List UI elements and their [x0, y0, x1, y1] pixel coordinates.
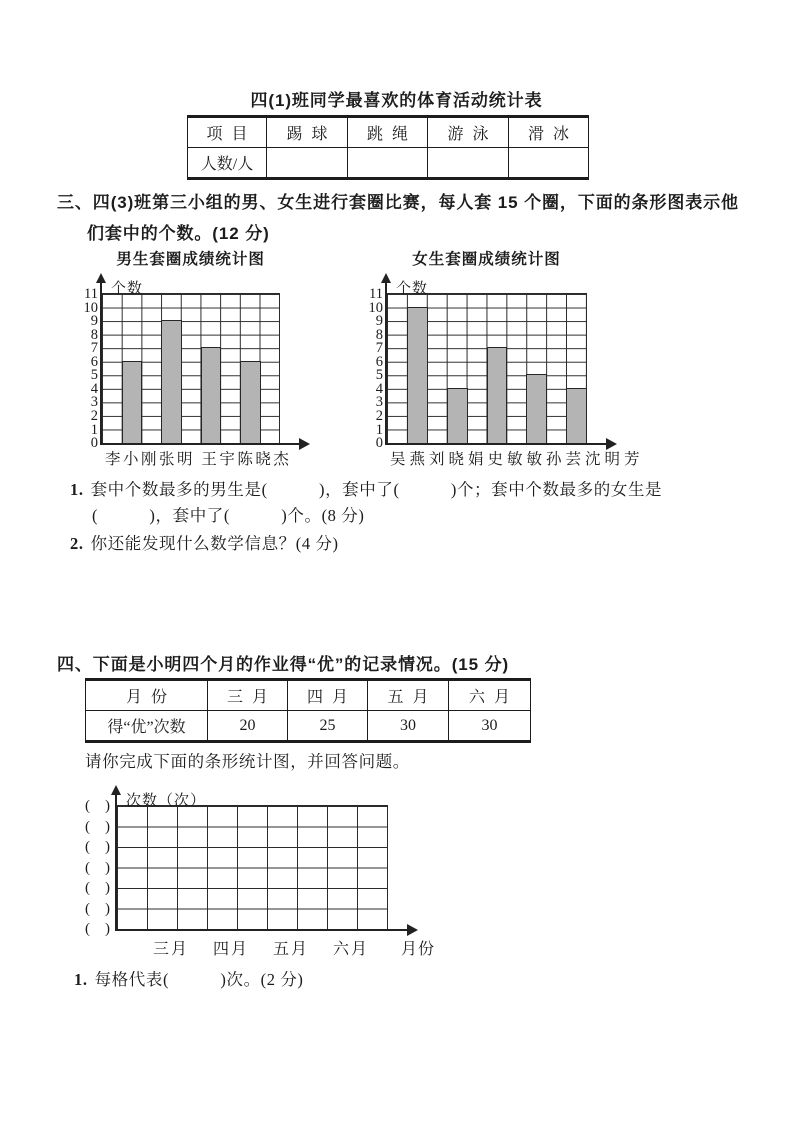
y-tick-label: 8	[90, 326, 98, 343]
y-tick-label: 4	[90, 380, 98, 397]
y-tick-label: 9	[90, 313, 98, 330]
plot-grid[interactable]	[85, 793, 436, 958]
y-tick-label: 1	[375, 421, 383, 438]
bar-沈明芳	[566, 388, 587, 443]
table2-value-may: 30	[368, 711, 449, 742]
y-tick-label: ( )	[85, 859, 110, 876]
table1-blank-cell[interactable]	[428, 148, 509, 179]
bar-吴燕	[407, 307, 428, 444]
x-tick-label: 五月	[272, 941, 310, 958]
table1-header-skate: 滑冰	[509, 117, 589, 148]
table1-blank-cell[interactable]	[267, 148, 348, 179]
y-tick-label: 6	[90, 353, 98, 370]
y-axis-arrow-icon	[96, 268, 106, 283]
bar-王宇	[201, 347, 222, 443]
y-tick-label: 6	[375, 353, 383, 370]
y-tick-label: 7	[90, 340, 98, 357]
question2-line	[70, 530, 339, 554]
table1-header-item: 项目	[188, 117, 267, 148]
y-tick-label: ( )	[85, 839, 110, 855]
y-tick-label: 11	[84, 286, 98, 302]
x-axis-names: 吴燕刘晓娟史敏敏孙芸沈明芳	[390, 451, 644, 469]
x-axis-arrow-icon	[407, 924, 424, 936]
question2-number: 2.	[70, 534, 84, 553]
x-tick-label: 三月	[152, 941, 190, 958]
table2-row-label: 得“优”次数	[86, 711, 208, 742]
y-tick-label: 2	[375, 407, 383, 424]
y-tick-label: 10	[368, 299, 383, 316]
x-axis-label: 月份	[401, 941, 436, 958]
section4-heading: 四、下面是小明四个月的作业得“优”的记录情况。(15 分)	[57, 655, 510, 674]
sports-survey-table	[187, 115, 589, 180]
y-tick-label: 11	[369, 286, 383, 302]
x-tick-label: 六月	[332, 941, 370, 958]
plot-grid	[83, 281, 292, 469]
bar-李小刚	[122, 361, 143, 443]
table1-blank-cell[interactable]	[509, 148, 589, 179]
question1-text: 套中个数最多的男生是( )，套中了( )个；套中个数最多的女生是	[90, 480, 663, 499]
table2-header-april: 四月	[288, 680, 368, 711]
table2-header-june: 六月	[449, 680, 531, 711]
table-row	[188, 117, 589, 148]
y-tick-label: 8	[375, 326, 383, 343]
y-axis-arrow-icon	[111, 780, 121, 795]
girls-chart-title: 女生套圈成绩统计图	[412, 251, 561, 268]
y-tick-label: 3	[375, 394, 383, 411]
y-tick-label: ( )	[85, 880, 110, 896]
y-axis-label: 次数（次）	[126, 793, 207, 809]
y-axis-arrow-icon	[381, 268, 391, 283]
table-row	[86, 680, 531, 711]
section4-instruction: 请你完成下面的条形统计图，并回答问题。	[85, 752, 410, 771]
section4-question1-text: 每格代表( )次。(2 分)	[94, 970, 304, 989]
y-tick-label: 0	[375, 435, 383, 452]
table2-header-may: 五月	[368, 680, 449, 711]
y-tick-label: 4	[375, 380, 383, 397]
bar-陈晓杰	[240, 361, 261, 443]
y-tick-label: 7	[375, 340, 383, 357]
y-tick-label: 5	[90, 367, 98, 384]
question1-line2: ( )，套中了( )个。(8 分)	[92, 506, 365, 525]
y-tick-label: 10	[83, 299, 98, 316]
y-tick-label: ( )	[85, 818, 110, 835]
y-tick-label: 2	[90, 407, 98, 424]
homework-record-table	[85, 678, 531, 743]
table1-header-swim: 游泳	[428, 117, 509, 148]
y-tick-label: 5	[375, 367, 383, 384]
section4-question1-number: 1.	[74, 970, 88, 989]
table2-value-march: 20	[208, 711, 288, 742]
table1-header-rope: 跳绳	[348, 117, 428, 148]
x-tick-label: 四月	[212, 941, 250, 958]
question1-number: 1.	[70, 480, 84, 499]
table1-blank-cell[interactable]	[348, 148, 428, 179]
table2-header-month: 月份	[86, 680, 208, 711]
question2-text: 你还能发现什么数学信息？(4 分)	[90, 534, 339, 553]
bar-孙芸	[526, 374, 547, 443]
question1-line1	[70, 476, 662, 500]
y-tick-label: ( )	[85, 798, 110, 814]
y-axis	[385, 278, 387, 444]
x-axis	[385, 443, 612, 445]
y-tick-label: 0	[90, 435, 98, 452]
empty-bar-chart	[85, 793, 436, 958]
boys-chart-title: 男生套圈成绩统计图	[116, 251, 265, 268]
x-axis	[100, 443, 305, 445]
boys-bar-chart	[83, 251, 292, 469]
table-row	[188, 148, 589, 179]
bar-史敏敏	[487, 347, 508, 443]
girls-bar-chart	[368, 251, 644, 469]
table2-value-june: 30	[449, 711, 531, 742]
section4-question1	[74, 966, 304, 990]
plot-grid	[368, 281, 644, 469]
y-tick-label: ( )	[85, 921, 110, 937]
bar-张明	[161, 320, 182, 443]
table2-header-march: 三月	[208, 680, 288, 711]
table1-title: 四(1)班同学最喜欢的体育活动统计表	[250, 91, 543, 110]
y-axis	[115, 790, 117, 930]
table-row	[86, 711, 531, 742]
x-axis-arrow-icon	[299, 438, 316, 450]
section3-heading-line2: 们套中的个数。(12 分)	[87, 224, 270, 243]
y-axis-label: 个数	[111, 281, 144, 297]
y-axis-label: 个数	[396, 281, 429, 297]
table1-header-soccer: 踢球	[267, 117, 348, 148]
y-tick-label: 3	[90, 394, 98, 411]
y-tick-label: 1	[90, 421, 98, 438]
x-axis	[115, 929, 413, 931]
y-axis	[100, 278, 102, 444]
y-tick-label: ( )	[85, 900, 110, 917]
y-tick-label: 9	[375, 313, 383, 330]
table2-value-april: 25	[288, 711, 368, 742]
x-axis-names: 李小刚张明 王宇陈晓杰	[105, 451, 292, 469]
section3-heading-line1: 三、四(3)班第三小组的男、女生进行套圈比赛，每人套 15 个圈，下面的条形图表示他	[57, 193, 739, 212]
table1-row-label: 人数/人	[188, 148, 267, 179]
bar-刘晓娟	[447, 388, 468, 443]
